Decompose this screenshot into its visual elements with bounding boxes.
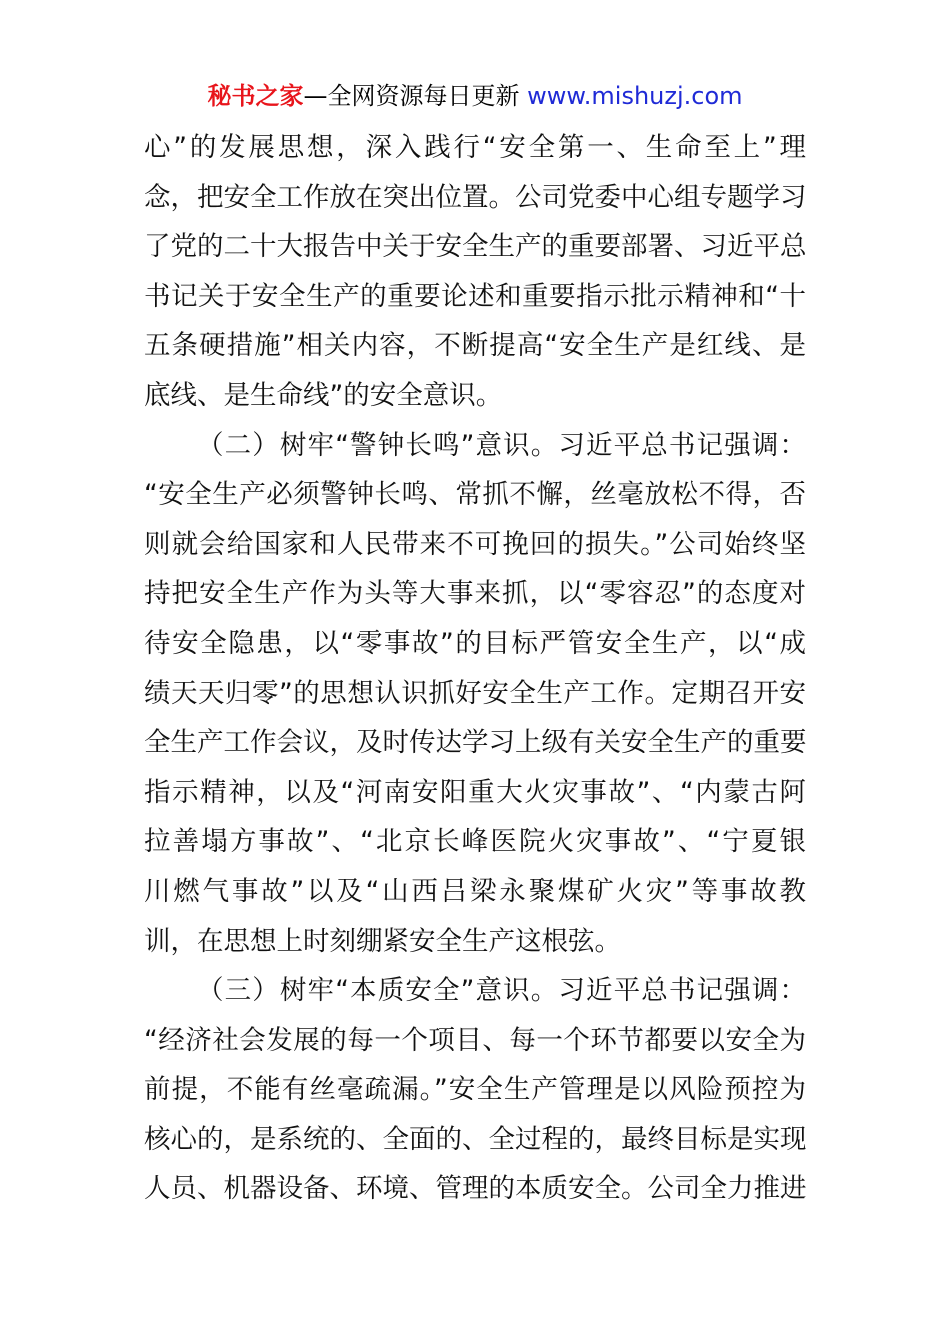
text-line: 心”的发展思想，深入践行“安全第一、生命至上”理: [144, 132, 806, 163]
text-line: 前提，不能有丝毫疏漏。”安全生产管理是以风险预控为: [144, 1074, 806, 1106]
text-line: 待安全隐患，以“零事故”的目标严管安全生产，以“成: [144, 627, 806, 659]
site-header: [0, 80, 950, 112]
text-line: 训，在思想上时刻绷紧安全生产这根弦。: [144, 925, 621, 957]
text-line: 则就会给国家和人民带来不可挽回的损失。”公司始终坚: [144, 528, 806, 560]
document-body: [144, 123, 806, 1214]
text-line: 全生产工作会议，及时传达学习上级有关安全生产的重要: [144, 727, 807, 759]
text-line: 念，把安全工作放在突出位置。公司党委中心组专题学习: [144, 181, 807, 213]
text-line: 底线、是生命线”的安全意识。: [144, 379, 503, 411]
text-line: 五条硬措施”相关内容，不断提高“安全生产是红线、是: [144, 330, 806, 362]
text-line: 指示精神，以及“河南安阳重大火灾事故”、“内蒙古阿: [144, 776, 806, 808]
section-heading-line: （二）树牢“警钟长鸣”意识。习近平总书记强调：: [197, 429, 806, 461]
header-tagline: —全网资源每日更新: [303, 82, 520, 110]
text-line: 书记关于安全生产的重要论述和重要指示批示精神和“十: [144, 280, 806, 312]
text-line: 核心的，是系统的、全面的、全过程的，最终目标是实现: [144, 1123, 807, 1155]
text-line: “安全生产必须警钟长鸣、常抓不懈，丝毫放松不得，否: [144, 479, 806, 511]
text-line: 人员、机器设备、环境、管理的本质安全。公司全力推进: [144, 1173, 807, 1205]
text-line: 了党的二十大报告中关于安全生产的重要部署、习近平总: [144, 231, 807, 263]
text-line: 拉善塌方事故”、“北京长峰医院火灾事故”、“宁夏银: [144, 826, 806, 858]
text-line: 川燃气事故”以及“山西吕梁永聚煤矿火灾”等事故教: [144, 875, 806, 907]
text-line: 持把安全生产作为头等大事来抓，以“零容忍”的态度对: [144, 578, 806, 610]
section-heading-line: （三）树牢“本质安全”意识。习近平总书记强调：: [197, 975, 806, 1007]
text-line: 绩天天归零”的思想认识抓好安全生产工作。定期召开安: [144, 677, 806, 709]
site-url-link[interactable]: www.mishuzj.com: [527, 82, 743, 110]
text-line: “经济社会发展的每一个项目、每一个环节都要以安全为: [144, 1024, 806, 1056]
brand-name: 秘书之家: [207, 82, 304, 110]
